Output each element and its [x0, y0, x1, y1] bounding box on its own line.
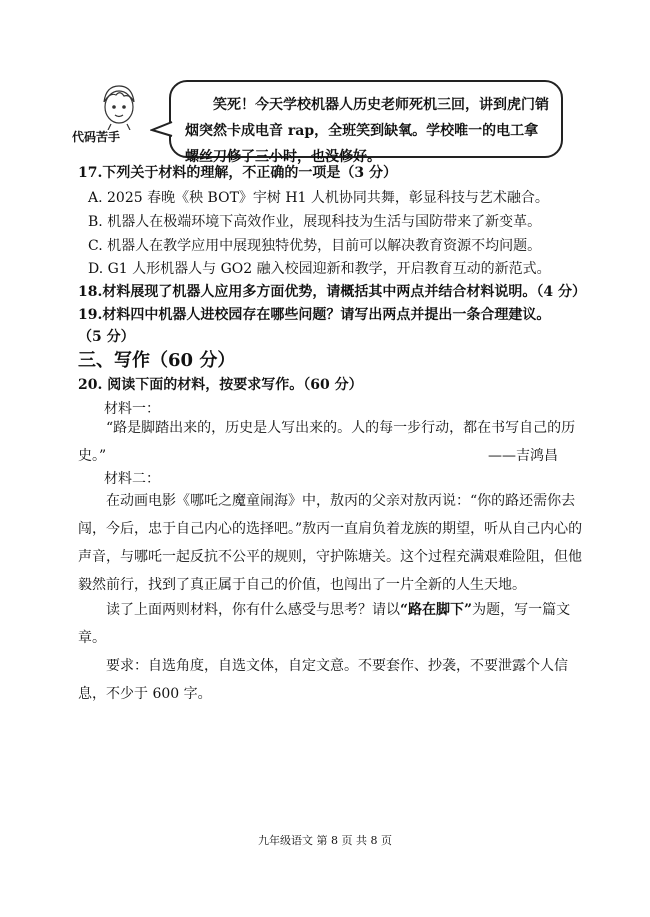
writing-prompt: 读了上面两则材料，你有什么感受与思考？请以“路在脚下”为题，写一篇文章。 [78, 602, 571, 646]
material1-quote: “路是脚踏出来的，历史是人写出来的。人的每一步行动，都在书写自己的历史。” [78, 420, 576, 464]
bubble-tail [150, 118, 174, 140]
section-heading-writing: 三、写作（60 分） [78, 350, 236, 371]
q17-option-c: C. 机器人在教学应用中展现独特优势，目前可以解决教育资源不均问题。 [88, 238, 542, 254]
material1-label: 材料一： [104, 401, 160, 417]
speech-bubble [169, 80, 563, 165]
avatar-caption: 代码苦手 [72, 130, 121, 144]
q17-stem: 17.下列关于材料的理解，不正确的一项是（3 分） [78, 165, 397, 181]
q17-option-b: B. 机器人在极端环境下高效作业，展现科技为生活与国防带来了新变革。 [88, 214, 542, 230]
q17-option-a: A. 2025 春晚《秧 BOT》宇树 H1 人机协同共舞，彰显科技与艺术融合。 [88, 190, 549, 206]
q20-stem: 20. 阅读下面的材料，按要求写作。（60 分） [78, 377, 363, 393]
material2-text: 在动画电影《哪吒之魔童闹海》中，敖丙的父亲对敖丙说：“你的路还需你去闯，今后，忠于自己内心的选择吧。”敖丙一直肩负着龙族的期望，听从自己内心的声音，与哪吒一起反抗不公平的规则，守护陈塘关。这个过程充满艰难险阻，但他毅然前行，找到了真正属于自己的价值，也闯出了一片全新的人生天地。 [78, 493, 583, 593]
writing-requirements: 要求：自选角度，自选文体，自定文意。不要套作、抄袭，不要泄露个人信息，不少于 600 字。 [78, 658, 568, 702]
q17-option-d: D. G1 人形机器人与 GO2 融入校园迎新和教学，开启教育互动的新范式。 [88, 261, 551, 277]
q18: 18.材料展现了机器人应用多方面优势，请概括其中两点并结合材料说明。（4 分） [78, 284, 586, 300]
material2-label: 材料二： [104, 471, 160, 487]
speech-text: 笑死！今天学校机器人历史老师死机三回，讲到虎门销烟突然卡成电音 rap，全班笑到缺氧。学校唯一的电工拿螺丝刀修了三小时，也没修好。 [185, 97, 549, 165]
boy-face-icon [94, 80, 144, 130]
essay-title: “路在脚下” [400, 602, 473, 618]
material1-author: ——吉鸿昌 [488, 448, 558, 464]
q19-line2: （5 分） [78, 329, 135, 345]
q19-line1: 19.材料四中机器人进校园存在哪些问题？请写出两点并提出一条合理建议。 [78, 307, 551, 323]
page-footer: 九年级语文 第 8 页 共 8 页 [258, 834, 392, 847]
